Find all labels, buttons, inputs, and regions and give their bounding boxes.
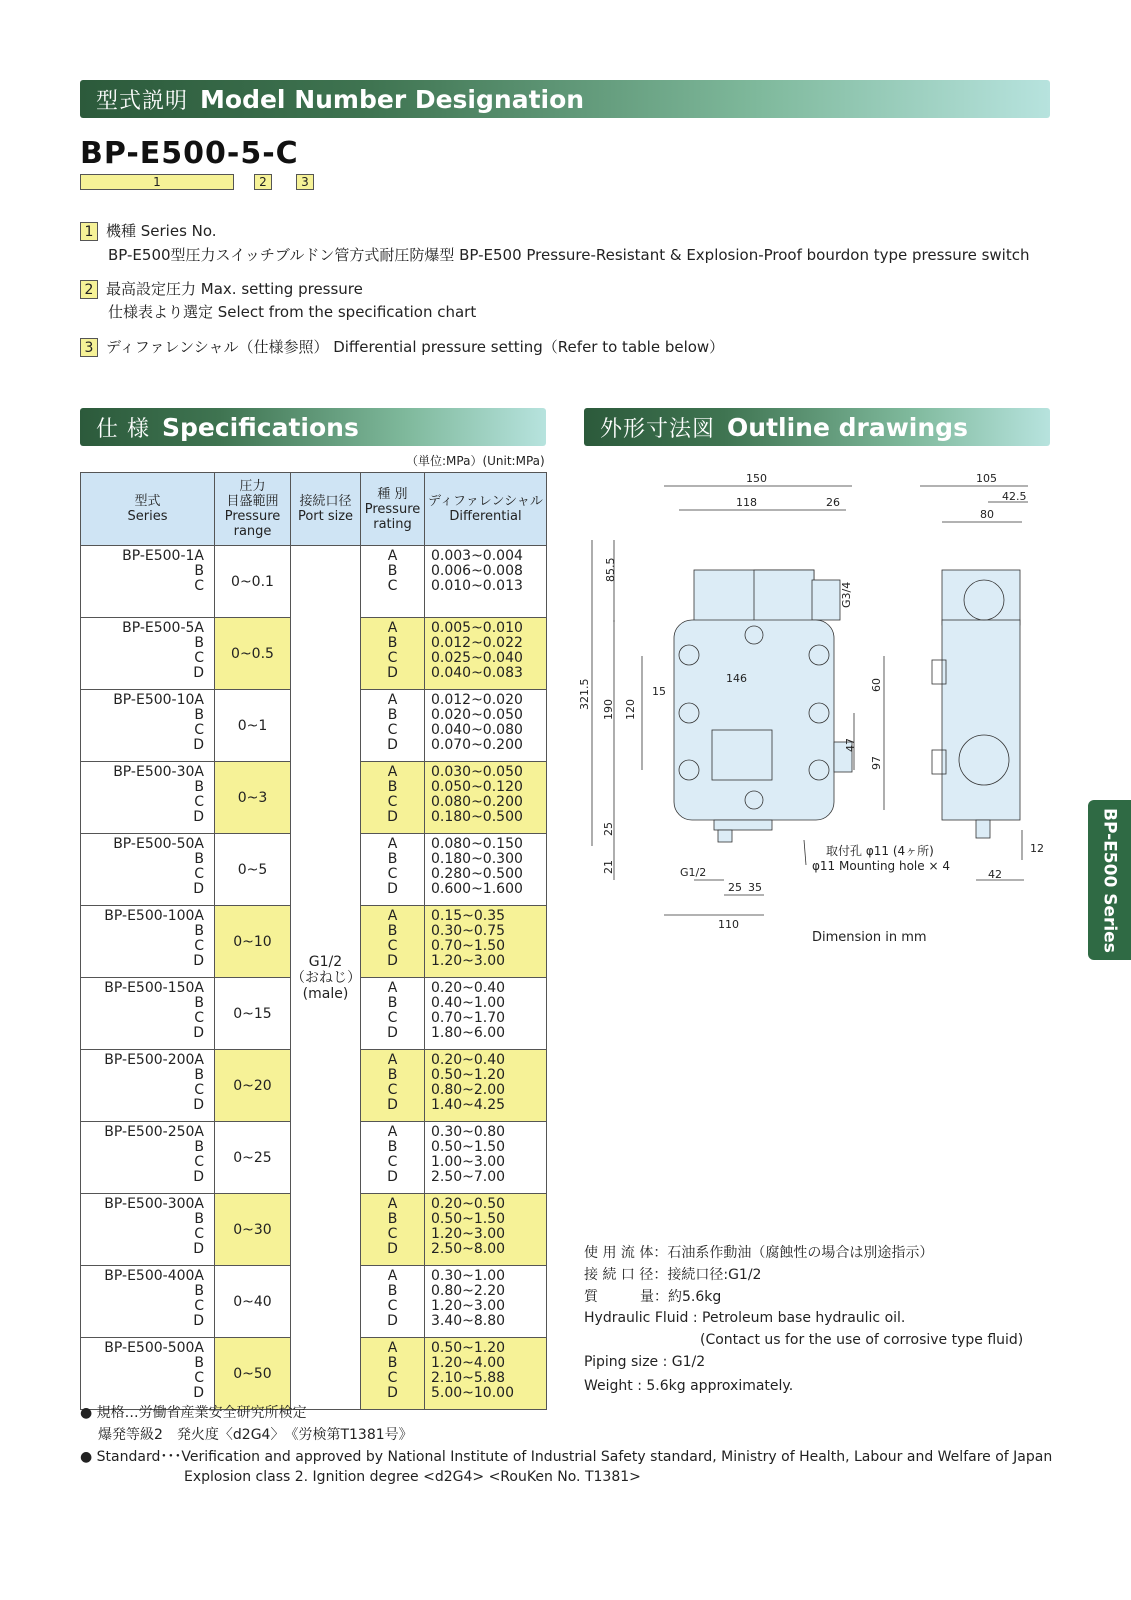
spec-series-cell: BP-E500-300A B C D xyxy=(81,1194,215,1266)
prop-fluid-jp-label: 使 用 流 体 xyxy=(584,1245,654,1261)
item-3-number: 3 xyxy=(80,338,98,357)
dim-97: 97 xyxy=(870,756,883,770)
footnote-jp-1: ● 規格…労働省産業安全研究所検定 xyxy=(80,1405,307,1421)
col-header-port-en: Port size xyxy=(297,509,354,524)
port-size-line: (male) xyxy=(302,985,349,1002)
spec-rating-cell: A B C D xyxy=(361,762,425,834)
spec-series-cell: BP-E500-200A B C D xyxy=(81,1050,215,1122)
spec-series-cell: BP-E500-30A B C D xyxy=(81,762,215,834)
item-2-title: 最高設定圧力 Max. setting pressure xyxy=(106,280,363,298)
spec-diff-cell: 0.15~0.35 0.30~0.75 0.70~1.50 1.20~3.00 xyxy=(425,906,547,978)
spec-diff-cell: 0.50~1.20 1.20~4.00 2.10~5.88 5.00~10.00 xyxy=(425,1338,547,1410)
spec-series-cell: BP-E500-500A B C D xyxy=(81,1338,215,1410)
terminal-box-right xyxy=(754,570,814,625)
spec-rating-cell: A B C D xyxy=(361,1266,425,1338)
spec-diff-cell: 0.012~0.020 0.020~0.050 0.040~0.080 0.070~0.200 xyxy=(425,690,547,762)
spec-rating-cell: A B C xyxy=(361,546,425,618)
spec-series-cell: BP-E500-150A B C D xyxy=(81,978,215,1050)
col-header-range-jp2: 目盛範囲 xyxy=(226,494,279,509)
col-header-diff xyxy=(425,473,547,546)
model-code: BP-E500-5-C xyxy=(80,136,299,171)
col-header-range-jp1: 圧力 xyxy=(239,479,266,494)
footnote-en-1: ● Standard･･･Verification and approved by National Institute of Industrial Safety standard, Ministry of Health, Labour and Welfare of Japan xyxy=(80,1449,1053,1465)
base xyxy=(714,820,772,830)
dim-25: 25 xyxy=(602,822,615,836)
spec-header-jp: 仕 様 xyxy=(96,416,150,442)
dim-60: 60 xyxy=(870,678,883,692)
outline-header-en: Outline drawings xyxy=(727,412,968,442)
item-1-title: 機種 Series No. xyxy=(106,222,217,240)
spec-range-cell: 0~1 xyxy=(215,690,291,762)
col-header-series xyxy=(81,473,215,546)
spec-diff-cell: 0.30~1.00 0.80~2.20 1.20~3.00 3.40~8.80 xyxy=(425,1266,547,1338)
prop-piping-en: Piping size : G1/2 xyxy=(584,1354,706,1370)
spec-rating-cell: A B C D xyxy=(361,1122,425,1194)
item-1-number: 1 xyxy=(80,222,98,241)
dim-42: 42 xyxy=(988,868,1002,881)
dim-g3-4: G3/4 xyxy=(840,581,853,608)
item-2 xyxy=(80,278,363,299)
spec-series-cell: BP-E500-50A B C D xyxy=(81,834,215,906)
conduit-port xyxy=(812,580,840,620)
item-3 xyxy=(80,336,724,357)
prop-port-jp xyxy=(584,1264,761,1284)
dim-321-5: 321.5 xyxy=(578,678,591,710)
prop-weight-jp-value: ：約5.6kg xyxy=(654,1289,722,1305)
dimension-caption: Dimension in mm xyxy=(812,930,927,945)
spec-diff-cell: 0.20~0.50 0.50~1.50 1.20~3.00 2.50~8.00 xyxy=(425,1194,547,1266)
spec-series-cell: BP-E500-1A B C xyxy=(81,546,215,618)
outline-header-jp: 外形寸法図 xyxy=(600,416,716,442)
dim-42-5: 42.5 xyxy=(1002,490,1027,503)
prop-fluid-jp xyxy=(584,1242,933,1262)
spec-diff-cell: 0.080~0.150 0.180~0.300 0.280~0.500 0.600~1.600 xyxy=(425,834,547,906)
prop-weight-en: Weight : 5.6kg approximately. xyxy=(584,1378,794,1394)
spec-diff-cell: 0.20~0.40 0.40~1.00 0.70~1.70 1.80~6.00 xyxy=(425,978,547,1050)
prop-port-jp-value: ：接続口径:G1/2 xyxy=(653,1267,762,1283)
model-header-en: Model Number Designation xyxy=(200,84,585,114)
item-3-title: ディファレンシャル（仕様参照） Differential pressure setting（Refer to table below） xyxy=(106,338,725,356)
spec-series-cell: BP-E500-400A B C D xyxy=(81,1266,215,1338)
outline-header xyxy=(584,408,1050,446)
dim-110: 110 xyxy=(718,918,739,931)
spec-port-cell xyxy=(291,546,361,1410)
side-terminal xyxy=(942,570,1020,625)
spec-range-cell: 0~0.5 xyxy=(215,618,291,690)
spec-rating-cell: A B C D xyxy=(361,1194,425,1266)
window xyxy=(712,730,772,780)
dim-146: 146 xyxy=(726,672,747,685)
col-header-diff-jp: ディファレンシャル xyxy=(428,494,543,509)
prop-weight-jp-label: 質 量 xyxy=(584,1289,654,1305)
spec-table-body xyxy=(81,546,547,1410)
spec-series-cell: BP-E500-250A B C D xyxy=(81,1122,215,1194)
side-pressure-port xyxy=(976,820,990,838)
spec-diff-cell: 0.005~0.010 0.012~0.022 0.025~0.040 0.040~0.083 xyxy=(425,618,547,690)
spec-diff-cell: 0.30~0.80 0.50~1.50 1.00~3.00 2.50~7.00 xyxy=(425,1122,547,1194)
col-header-diff-en: Differential xyxy=(449,509,522,524)
dim-15: 15 xyxy=(652,685,666,698)
spec-rating-cell: A B C D xyxy=(361,618,425,690)
col-header-port xyxy=(291,473,361,546)
col-header-rating-jp: 種 別 xyxy=(377,486,408,502)
spec-table xyxy=(80,472,547,1410)
model-designation-header xyxy=(80,80,1050,118)
spec-diff-cell: 0.20~0.40 0.50~1.20 0.80~2.00 1.40~4.25 xyxy=(425,1050,547,1122)
outline-drawing xyxy=(578,470,1064,950)
series-side-tab xyxy=(1088,800,1131,960)
dim-g1-2: G1/2 xyxy=(680,866,707,879)
col-header-port-jp: 接続口径 xyxy=(299,494,352,509)
spec-series-cell: BP-E500-10A B C D xyxy=(81,690,215,762)
spec-rating-cell: A B C D xyxy=(361,690,425,762)
port-size-line: （おねじ） xyxy=(291,969,361,986)
col-header-range xyxy=(215,473,291,546)
dim-21: 21 xyxy=(602,860,615,874)
spec-series-cell: BP-E500-100A B C D xyxy=(81,906,215,978)
spec-range-cell: 0~15 xyxy=(215,978,291,1050)
dim-85-5: 85.5 xyxy=(604,557,617,582)
dim-118: 118 xyxy=(736,496,757,509)
col-header-rating-en1: Pressure xyxy=(364,501,421,517)
series-side-tab-label: BP-E500 Series xyxy=(1099,807,1120,953)
unit-note: （単位:MPa）(Unit:MPa) xyxy=(406,454,545,468)
col-header-rating-en2: rating xyxy=(373,516,412,532)
col-header-series-jp: 型式 xyxy=(134,494,161,509)
spec-series-cell: BP-E500-5A B C D xyxy=(81,618,215,690)
spec-range-cell: 0~25 xyxy=(215,1122,291,1194)
prop-fluid-note-en: (Contact us for the use of corrosive type fluid) xyxy=(700,1332,1024,1348)
spec-range-cell: 0~40 xyxy=(215,1266,291,1338)
prop-port-jp-label: 接 続 口 径 xyxy=(584,1267,654,1283)
footnote-en-2: Explosion class 2. Ignition degree <d2G4> <RouKen No. T1381> xyxy=(184,1469,641,1485)
spec-header xyxy=(80,408,546,446)
pressure-port xyxy=(718,830,732,842)
dim-190: 190 xyxy=(602,699,615,720)
spec-range-cell: 0~50 xyxy=(215,1338,291,1410)
spec-rating-cell: A B C D xyxy=(361,978,425,1050)
item-1 xyxy=(80,220,217,241)
col-header-series-en: Series xyxy=(127,509,168,524)
spec-range-cell: 0~0.1 xyxy=(215,546,291,618)
spec-rating-cell: A B C D xyxy=(361,1050,425,1122)
side-body xyxy=(942,620,1020,820)
dim-26: 26 xyxy=(826,496,840,509)
spec-range-cell: 0~30 xyxy=(215,1194,291,1266)
model-part-2: 2 xyxy=(254,174,272,190)
spec-diff-cell: 0.030~0.050 0.050~0.120 0.080~0.200 0.180~0.500 xyxy=(425,762,547,834)
prop-fluid-en: Hydraulic Fluid : Petroleum base hydraulic oil. xyxy=(584,1310,906,1326)
spec-rating-cell: A B C D xyxy=(361,1338,425,1410)
spec-range-cell: 0~20 xyxy=(215,1050,291,1122)
spec-header-en: Specifications xyxy=(162,412,359,442)
mount-hole-jp: 取付孔 φ11 (4ヶ所) xyxy=(826,844,934,858)
mount-hole-en: φ11 Mounting hole × 4 xyxy=(812,859,950,873)
dim-105: 105 xyxy=(976,472,997,485)
model-part-3: 3 xyxy=(296,174,314,190)
dim-35: 35 xyxy=(748,881,762,894)
spec-diff-cell: 0.003~0.004 0.006~0.008 0.010~0.013 xyxy=(425,546,547,618)
item-2-desc: 仕様表より選定 Select from the specification chart xyxy=(108,303,477,321)
port-size-line: G1/2 xyxy=(308,953,343,970)
model-header-jp: 型式説明 xyxy=(96,88,189,114)
dim-120: 120 xyxy=(624,699,637,720)
spec-range-cell: 0~5 xyxy=(215,834,291,906)
spec-range-cell: 0~3 xyxy=(215,762,291,834)
prop-weight-jp xyxy=(584,1286,721,1306)
dim-12: 12 xyxy=(1030,842,1044,855)
dim-47: 47 xyxy=(844,738,857,752)
col-header-range-en1: Pressure xyxy=(224,509,281,524)
dim-25-bottom: 25 xyxy=(728,881,742,894)
prop-fluid-jp-value: ：石油系作動油（腐蝕性の場合は別途指示） xyxy=(653,1245,934,1261)
footnote-jp-2: 爆発等級2 発火度〈d2G4〉 《労検第T1381号》 xyxy=(98,1427,413,1443)
col-header-rating xyxy=(361,473,425,546)
spec-rating-cell: A B C D xyxy=(361,834,425,906)
spec-row xyxy=(81,546,547,618)
item-2-number: 2 xyxy=(80,280,98,299)
model-part-1: 1 xyxy=(80,174,234,190)
dim-80: 80 xyxy=(980,508,994,521)
dim-150: 150 xyxy=(746,472,767,485)
item-1-desc: BP-E500型圧力スイッチブルドン管方式耐圧防爆型 BP-E500 Pressure-Resistant & Explosion-Proof bourdon type pressure switch xyxy=(108,246,1030,264)
col-header-range-en2: range xyxy=(233,524,272,539)
spec-rating-cell: A B C D xyxy=(361,906,425,978)
spec-range-cell: 0~10 xyxy=(215,906,291,978)
